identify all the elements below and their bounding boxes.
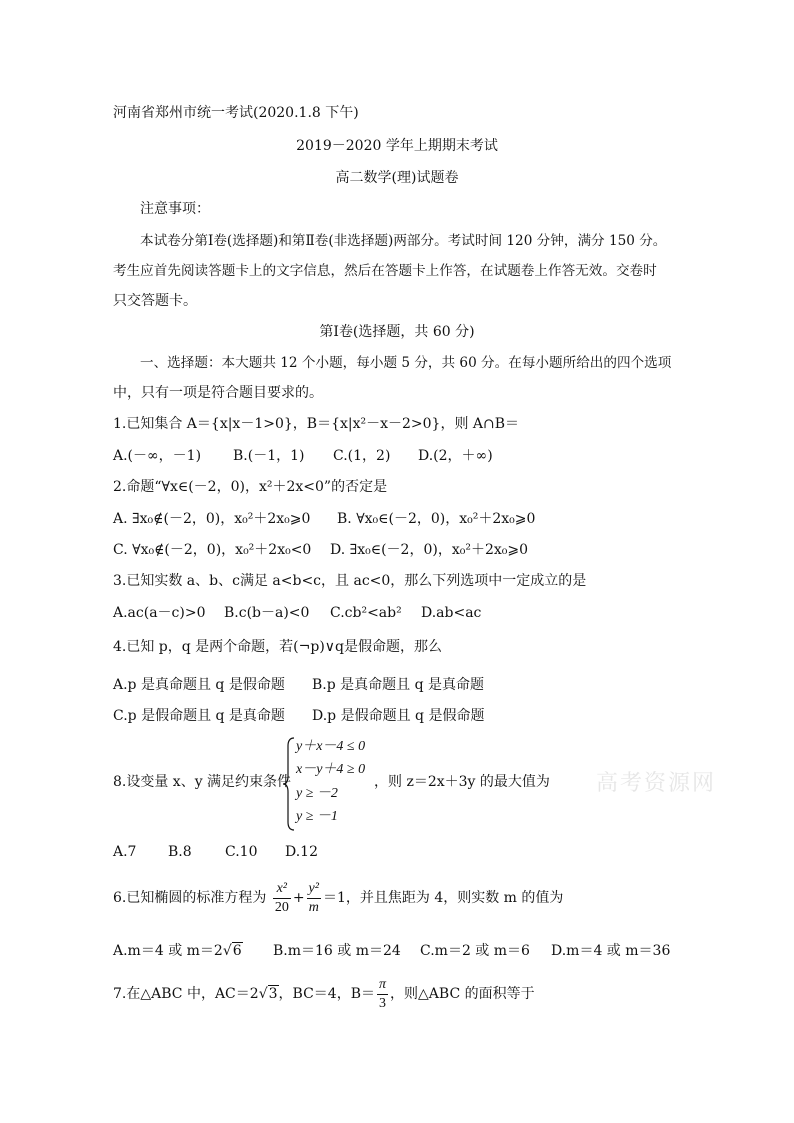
q1-option-c: C.(1，2) <box>333 448 391 464</box>
q6-option-b: B.m＝16 或 m＝24 <box>273 943 401 959</box>
exam-title: 高二数学(理)试题卷 <box>335 170 459 186</box>
fraction-pi-over-3 <box>377 976 388 1013</box>
q6-stem <box>113 872 563 924</box>
q6-option-a-text: A.m＝4 或 m＝2 <box>113 943 223 959</box>
q4-option-d: D.p 是假命题且 q 是假命题 <box>312 708 485 724</box>
q4-option-a: A.p 是真命题且 q 是假命题 <box>113 677 285 693</box>
constraint-row: y ≥ －1 <box>296 809 338 824</box>
q8-option-b: B.8 <box>168 844 192 860</box>
plus-sign: + <box>292 890 305 906</box>
constraint-brace <box>282 736 296 832</box>
q2-option-a: A. ∃x₀∉(－2，0)，x₀²＋2x₀⩾0 <box>113 511 311 527</box>
q2-option-d: D. ∃x₀∈(－2，0)，x₀²＋2x₀⩾0 <box>330 542 529 558</box>
sqrt-icon: √ <box>258 986 268 1002</box>
constraint-row: y＋x－4 ≤ 0 <box>296 739 366 754</box>
constraint-row: x－y＋4 ≥ 0 <box>296 762 366 777</box>
watermark-text: 高考资源网 <box>596 771 717 796</box>
q6-option-d: D.m＝4 或 m＝36 <box>551 943 671 959</box>
q2-option-b: B. ∀x₀∈(－2，0)，x₀²＋2x₀⩾0 <box>337 511 536 527</box>
part1-intro-1: 一、选择题：本大题共 12 个小题，每小题 5 分，共 60 分。在每小题所给出的四个选项 <box>140 355 672 371</box>
notice-heading: 注意事项： <box>140 201 210 217</box>
q8-stem-prefix: 8.设变量 x、y 满足约束条件 <box>113 774 292 790</box>
q3-option-a: A.ac(a－c)>0 <box>113 605 206 621</box>
constraint-row: y ≥ －2 <box>296 786 338 801</box>
fraction-denominator: 20 <box>274 899 289 915</box>
sqrt-icon: √ <box>222 943 232 959</box>
q3-stem: 3.已知实数 a、b、c满足 a<b<c，且 ac<0，那么下列选项中一定成立的是 <box>113 573 587 589</box>
q1-stem: 1.已知集合 A＝{x|x－1>0}，B＝{x|x²－x－2>0}，则 A∩B＝ <box>113 416 520 432</box>
q4-option-b: B.p 是真命题且 q 是真命题 <box>312 677 485 693</box>
watermark <box>596 766 716 797</box>
fraction-x2-over-20 <box>273 880 291 917</box>
radicand: 6 <box>232 943 242 959</box>
q3-option-b: B.c(b－a)<0 <box>224 605 310 621</box>
notice-line-1: 本试卷分第Ⅰ卷(选择题)和第Ⅱ卷(非选择题)两部分。考试时间 120 分钟，满分 150 分。 <box>140 233 667 249</box>
fraction-denominator: m <box>308 899 319 915</box>
q6-stem-suffix: ＝1，并且焦距为 4，则实数 m 的值为 <box>322 890 564 906</box>
q8-option-d: D.12 <box>285 844 318 860</box>
q7-stem-middle: ，BC＝4，B＝ <box>278 986 375 1002</box>
q8-option-a: A.7 <box>113 844 137 860</box>
fraction-numerator: π <box>377 976 388 995</box>
fraction-numerator: x² <box>273 880 291 899</box>
q3-option-c: C.cb²<ab² <box>330 605 402 621</box>
notice-line-3: 只交答题卡。 <box>113 293 197 309</box>
exam-source: 河南省郑州市统一考试(2020.1.8 下午) <box>113 105 359 121</box>
sqrt-3 <box>259 968 279 1020</box>
q2-stem: 2.命题“∀x∈(－2，0)，x²＋2x<0”的否定是 <box>113 479 388 495</box>
q7-stem-suffix: ，则△ABC 的面积等于 <box>390 986 535 1002</box>
q7-stem-prefix: 7.在△ABC 中，AC＝2 <box>113 986 259 1002</box>
q8-stem-suffix: ，则 z＝2x＋3y 的最大值为 <box>374 774 550 790</box>
notice-line-2: 考生应首先阅读答题卡上的文字信息，然后在答题卡上作答，在试题卷上作答无效。交卷时 <box>113 263 657 279</box>
fraction-numerator: y² <box>307 880 321 899</box>
q1-option-b: B.(－1，1) <box>233 448 305 464</box>
q4-stem: 4.已知 p，q 是两个命题，若(¬p)∨q是假命题，那么 <box>113 639 443 655</box>
radicand: 3 <box>268 986 278 1002</box>
q6-option-c: C.m＝2 或 m＝6 <box>420 943 530 959</box>
sqrt-6 <box>223 941 243 961</box>
q2-option-c: C. ∀x₀∉(－2，0)，x₀²＋2x₀<0 <box>113 542 312 558</box>
exam-term: 2019－2020 学年上期期末考试 <box>296 138 498 154</box>
q1-option-d: D.(2，＋∞) <box>418 448 493 464</box>
fraction-y2-over-m <box>307 880 321 917</box>
q4-option-c: C.p 是假命题且 q 是真命题 <box>113 708 285 724</box>
part1-title: 第Ⅰ卷(选择题，共 60 分) <box>319 324 475 340</box>
fraction-denominator: 3 <box>379 995 386 1011</box>
q1-option-a: A.(－∞，－1) <box>113 448 202 464</box>
q8-option-c: C.10 <box>225 844 258 860</box>
q6-option-a <box>113 941 243 961</box>
q7-stem <box>113 968 535 1020</box>
q3-option-d: D.ab<ac <box>421 605 482 621</box>
q6-stem-prefix: 6.已知椭圆的标准方程为 <box>113 890 267 906</box>
part1-intro-2: 中，只有一项是符合题目要求的。 <box>113 385 323 401</box>
